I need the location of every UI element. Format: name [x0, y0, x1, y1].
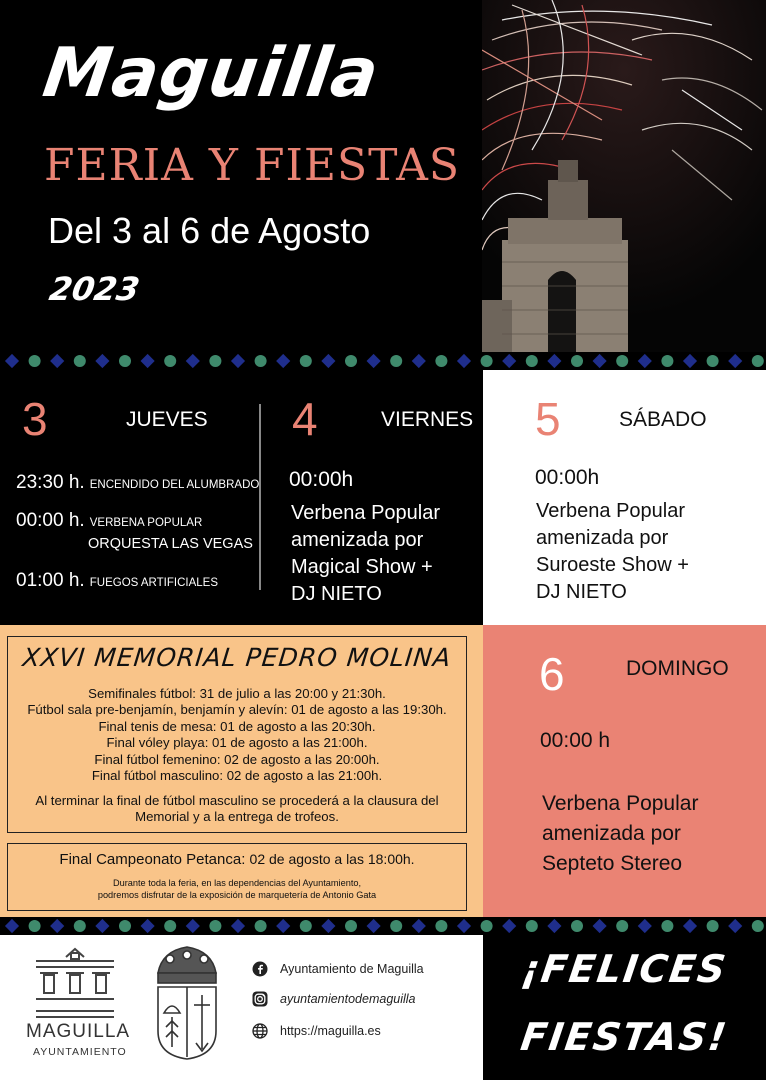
border-dot — [752, 355, 764, 367]
border-diamond — [502, 919, 516, 933]
day-number: 5 — [535, 393, 561, 445]
event-time: 00:00h — [535, 466, 600, 489]
border-dot — [29, 920, 41, 932]
border-diamond — [321, 919, 335, 933]
event-detail-line: amenizada por — [542, 822, 681, 845]
border-dot — [571, 355, 583, 367]
coat-of-arms-icon — [152, 943, 222, 1063]
border-dot — [481, 355, 493, 367]
day-saturday — [483, 370, 766, 625]
memorial-item: Final fútbol femenino: 02 de agosto a las 20:00h. — [94, 751, 380, 767]
event-desc: VERBENA POPULAR — [89, 517, 203, 529]
fireworks-illustration — [482, 0, 766, 352]
memorial-box — [7, 636, 467, 833]
border-dot — [571, 920, 583, 932]
event-detail-line: DJ NIETO — [536, 581, 627, 603]
event-title: Maguilla — [38, 34, 385, 113]
day-number: 4 — [292, 393, 318, 445]
memorial-item: Final vóley playa: 01 de agosto a las 21:00h. — [106, 735, 368, 751]
border-diamond — [593, 354, 607, 368]
border-diamond — [547, 354, 561, 368]
border-diamond — [186, 919, 200, 933]
border-dot — [209, 920, 221, 932]
border-dot — [526, 355, 538, 367]
memorial-closing-line: Al terminar la final de fútbol masculino se procederá a la clausura del — [35, 793, 439, 808]
border-diamond — [50, 354, 64, 368]
border-diamond — [276, 354, 290, 368]
border-dot — [29, 355, 41, 367]
event-details — [536, 498, 689, 606]
footer-info — [0, 935, 483, 1080]
border-diamond — [141, 919, 155, 933]
border-dot — [119, 920, 131, 932]
event-detail-line: amenizada por — [291, 529, 424, 551]
border-diamond — [502, 354, 516, 368]
day-name: JUEVES — [126, 408, 208, 431]
event-time: 23:30 h. — [16, 472, 85, 493]
border-diamond — [321, 354, 335, 368]
border-dot — [661, 920, 673, 932]
days-schedule — [0, 370, 766, 625]
event-detail-line: Verbena Popular — [291, 502, 441, 524]
border-dot — [435, 920, 447, 932]
border-diamond — [683, 919, 697, 933]
border-dot — [616, 355, 628, 367]
border-diamond — [5, 919, 19, 933]
day-sunday — [483, 625, 766, 917]
social-website[interactable] — [252, 1023, 381, 1039]
petanca-box — [7, 843, 467, 911]
event-desc: ENCENDIDO DEL ALUMBRADO — [89, 479, 260, 491]
border-dot — [435, 355, 447, 367]
border-diamond — [457, 354, 471, 368]
instagram-icon — [252, 991, 268, 1007]
social-text: https://maguilla.es — [280, 1024, 381, 1038]
memorial-item: Final fútbol masculino: 02 de agosto a las 21:00h. — [91, 768, 383, 784]
municipality-name: MAGUILLA — [26, 1021, 131, 1042]
day-name: SÁBADO — [619, 408, 707, 431]
border-dot — [255, 920, 267, 932]
event-line — [16, 472, 259, 494]
border-diamond — [50, 919, 64, 933]
event-detail-line: Verbena Popular — [536, 500, 686, 522]
border-dot — [752, 920, 764, 932]
border-diamond — [95, 354, 109, 368]
memorial-closing — [8, 793, 466, 826]
border-dot — [390, 920, 402, 932]
border-diamond — [638, 354, 652, 368]
event-time: 00:00h — [289, 468, 354, 491]
globe-icon — [252, 1023, 268, 1039]
event-line — [16, 570, 218, 592]
greeting-line: FIESTAS! — [518, 1015, 731, 1059]
border-diamond — [457, 919, 471, 933]
petanca-value: 02 de agosto a las 18:00h. — [249, 851, 415, 867]
event-details — [291, 500, 440, 608]
event-subtitle: FERIA Y FIESTAS — [44, 140, 460, 191]
day-thursday — [0, 370, 259, 625]
event-line — [16, 510, 202, 532]
decorative-border-top — [0, 350, 766, 372]
fireworks-church-photo — [482, 0, 766, 352]
border-diamond — [367, 354, 381, 368]
border-diamond — [186, 354, 200, 368]
petanca-final — [8, 851, 466, 868]
border-diamond — [683, 354, 697, 368]
border-diamond — [593, 919, 607, 933]
event-detail-line: Verbena Popular — [542, 792, 699, 815]
town-hall-icon — [34, 943, 116, 1019]
border-diamond — [547, 919, 561, 933]
event-time: 00:00 h. — [16, 510, 85, 531]
border-dot — [300, 355, 312, 367]
event-dates: Del 3 al 6 de Agosto — [48, 210, 371, 251]
exhibition-note-line: podremos disfrutar de la exposición de marquetería de Antonio Gata — [97, 890, 377, 900]
border-dot — [119, 355, 131, 367]
border-dot — [74, 920, 86, 932]
event-year: 2023 — [46, 270, 143, 308]
event-detail-line: Suroeste Show + — [536, 554, 689, 576]
greeting-panel — [483, 935, 766, 1080]
social-text: Ayuntamiento de Maguilla — [280, 962, 424, 976]
event-detail-line: DJ NIETO — [291, 583, 382, 605]
day-number: 3 — [22, 393, 48, 445]
exhibition-note — [8, 877, 466, 901]
event-detail-line: amenizada por — [536, 527, 669, 549]
border-dot — [255, 355, 267, 367]
border-dot — [707, 355, 719, 367]
memorial-title: XXVI MEMORIAL PEDRO MOLINA — [21, 643, 453, 672]
municipality-sub: AYUNTAMIENTO — [33, 1046, 127, 1058]
event-detail-line: Septeto Stereo — [542, 852, 683, 875]
border-diamond — [728, 919, 742, 933]
facebook-icon — [252, 961, 268, 977]
memorial-item: Final tenis de mesa: 01 de agosto a las 20:30h. — [98, 718, 376, 734]
event-detail-line: Magical Show + — [291, 556, 433, 578]
exhibition-note-line: Durante toda la feria, en las dependencias del Ayuntamiento, — [112, 878, 362, 888]
border-dot — [74, 355, 86, 367]
event-details — [542, 789, 698, 879]
border-diamond — [141, 354, 155, 368]
memorial-closing-line: Memorial y a la entrega de trofeos. — [135, 809, 339, 825]
greeting-line: ¡FELICES — [519, 947, 730, 991]
border-diamond — [276, 919, 290, 933]
petanca-label: Final Campeonato Petanca: — [59, 851, 246, 868]
border-diamond — [95, 919, 109, 933]
memorial-item: Semifinales fútbol: 31 de julio a las 20:00 y 21:30h. — [88, 686, 386, 701]
border-diamond — [231, 354, 245, 368]
border-dot — [300, 920, 312, 932]
footer — [0, 935, 766, 1080]
border-dot — [707, 920, 719, 932]
event-desc-2: ORQUESTA LAS VEGAS — [88, 536, 253, 552]
day-friday — [261, 370, 483, 625]
middle-section — [0, 625, 766, 917]
border-dot — [209, 355, 221, 367]
social-text: ayuntamientodemaguilla — [280, 992, 416, 1006]
border-dot — [481, 920, 493, 932]
border-dot — [661, 355, 673, 367]
border-dot — [390, 355, 402, 367]
day-name: VIERNES — [381, 408, 474, 431]
border-dot — [616, 920, 628, 932]
memorial-item: Fútbol sala pre-benjamín, benjamín y alevín: 01 de agosto a las 19:30h. — [27, 702, 447, 718]
day-number: 6 — [539, 648, 565, 700]
border-diamond — [231, 919, 245, 933]
event-desc: FUEGOS ARTIFICIALES — [89, 577, 219, 589]
decorative-border-bottom — [0, 915, 766, 937]
border-diamond — [638, 919, 652, 933]
event-time: 01:00 h. — [16, 570, 85, 591]
border-dot — [345, 920, 357, 932]
border-diamond — [367, 919, 381, 933]
event-time: 00:00 h — [540, 729, 611, 752]
memorial-schedule — [8, 686, 466, 784]
border-dot — [164, 920, 176, 932]
day-name: DOMINGO — [626, 657, 729, 680]
social-facebook[interactable] — [252, 961, 424, 977]
memorial-panel — [0, 625, 483, 917]
border-diamond — [5, 354, 19, 368]
border-diamond — [412, 354, 426, 368]
border-dot — [345, 355, 357, 367]
border-dot — [164, 355, 176, 367]
border-dot — [526, 920, 538, 932]
border-diamond — [412, 919, 426, 933]
social-instagram[interactable] — [252, 991, 416, 1007]
header — [0, 0, 766, 352]
border-diamond — [728, 354, 742, 368]
